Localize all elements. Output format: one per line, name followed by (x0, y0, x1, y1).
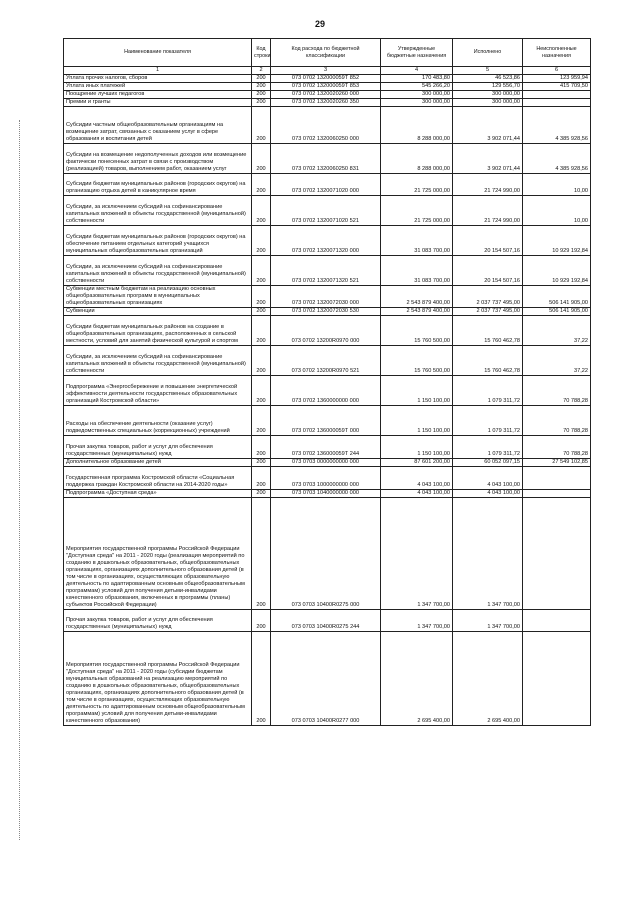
header-expense-code: Код расхода по бюджетной классификации (271, 39, 381, 67)
header-indicator-name: Наименование показателя (64, 39, 252, 67)
row-expense-code: 073 0703 10400R0275 244 (271, 609, 381, 631)
row-approved-amount: 31 083 700,00 (381, 255, 453, 285)
table-row (64, 489, 591, 497)
row-executed-amount: 2 037 737 495,00 (453, 307, 523, 315)
row-expense-code: 073 0703 1000000000 000 (271, 466, 381, 489)
table-row (64, 307, 591, 315)
row-approved-amount: 1 347 700,00 (381, 609, 453, 631)
column-number: 5 (453, 67, 523, 75)
table-row (64, 631, 591, 725)
row-expense-code: 073 0702 1320072030 530 (271, 307, 381, 315)
row-unexecuted-amount: 10 929 192,84 (523, 255, 591, 285)
row-indicator-name: Субсидии бюджетам муниципальных районов на создание в общеобразовательных организациях, расположенных в сельской местности, условий для занятий физической культурой и спортом (64, 315, 252, 345)
row-line-code: 200 (252, 345, 271, 375)
row-expense-code: 073 0702 1360000000 000 (271, 375, 381, 405)
table-row (64, 82, 591, 90)
row-executed-amount: 46 523,86 (453, 75, 523, 83)
table-row (64, 173, 591, 195)
row-approved-amount: 300 000,00 (381, 90, 453, 98)
row-approved-amount: 4 043 100,00 (381, 489, 453, 497)
table-row (64, 458, 591, 466)
row-line-code: 200 (252, 609, 271, 631)
row-expense-code: 073 0702 1320071020 521 (271, 195, 381, 225)
row-approved-amount: 87 601 200,00 (381, 458, 453, 466)
row-indicator-name: Субсидии, за исключением субсидий на софинансирование капитальных вложений в объекты государственной (муниципальной) собственности (64, 255, 252, 285)
table-row (64, 98, 591, 106)
row-line-code: 200 (252, 75, 271, 83)
row-unexecuted-amount (523, 497, 591, 609)
header-executed: Исполнено (453, 39, 523, 67)
row-indicator-name: Прочая закупка товаров, работ и услуг для обеспечения государственных (муниципальных) нужд (64, 435, 252, 458)
row-expense-code: 073 0702 1320020260 350 (271, 98, 381, 106)
row-line-code: 200 (252, 631, 271, 725)
row-unexecuted-amount: 70 788,28 (523, 405, 591, 435)
row-executed-amount: 15 760 462,78 (453, 345, 523, 375)
row-expense-code: 073 0702 1320020260 000 (271, 90, 381, 98)
row-expense-code: 073 0702 132000059Т 852 (271, 75, 381, 83)
row-indicator-name: Мероприятия государственной программы Российской Федерации "Доступная среда" на 2011 - 2020 годы (субсидии бюджетам муниципальных образований на реализацию мероприятий по созданию в дошкольных образовательных, общеобразовательных организациях, организациях дополнительного образования детей (в том числе в организациях, осуществляющих образовательную деятельность по адаптированным основным общеобразовательным программам) условий для получения детьми-инвалидами качественного образования) (64, 631, 252, 725)
row-line-code: 200 (252, 405, 271, 435)
row-expense-code: 073 0702 136000059Т 244 (271, 435, 381, 458)
table-row (64, 609, 591, 631)
row-expense-code: 073 0702 1320071020 000 (271, 173, 381, 195)
row-indicator-name: Уплата иных платежей (64, 82, 252, 90)
row-indicator-name: Субсидии, за исключением субсидий на софинансирование капитальных вложений в объекты государственной (муниципальной) собственности (64, 345, 252, 375)
row-unexecuted-amount (523, 466, 591, 489)
row-unexecuted-amount (523, 90, 591, 98)
row-line-code: 200 (252, 307, 271, 315)
row-approved-amount: 21 725 000,00 (381, 195, 453, 225)
row-indicator-name: Прочая закупка товаров, работ и услуг для обеспечения государственных (муниципальных) нужд (64, 609, 252, 631)
table-row (64, 90, 591, 98)
table-row (64, 497, 591, 609)
row-indicator-name: Премии и гранты (64, 98, 252, 106)
row-executed-amount: 20 154 507,16 (453, 225, 523, 255)
column-number: 2 (252, 67, 271, 75)
row-executed-amount: 3 902 071,44 (453, 106, 523, 143)
header-unexecuted: Неисполненные назначения (523, 39, 591, 67)
row-unexecuted-amount: 70 788,28 (523, 435, 591, 458)
row-executed-amount: 21 724 990,00 (453, 173, 523, 195)
row-approved-amount: 4 043 100,00 (381, 466, 453, 489)
row-executed-amount: 1 079 311,72 (453, 375, 523, 405)
row-line-code: 200 (252, 497, 271, 609)
row-line-code: 200 (252, 466, 271, 489)
row-executed-amount: 21 724 990,00 (453, 195, 523, 225)
row-indicator-name: Субсидии на возмещение недополученных доходов или возмещение фактически понесенных затрат в связи с производством (реализацией) товаров, выполнением работ, оказанием услуг (64, 143, 252, 173)
row-indicator-name: Субсидии бюджетам муниципальных районов (городских округов) на обеспечение питанием отдельных категорий учащихся муниципальных общеобразовательных организаций (64, 225, 252, 255)
row-line-code: 200 (252, 435, 271, 458)
table-row (64, 106, 591, 143)
table-row (64, 255, 591, 285)
row-approved-amount: 1 150 100,00 (381, 405, 453, 435)
row-indicator-name: Расходы на обеспечение деятельности (оказание услуг) подведомственных специальных (коррекционных) учреждений (64, 405, 252, 435)
row-executed-amount: 300 000,00 (453, 98, 523, 106)
table-row (64, 315, 591, 345)
row-indicator-name: Субсидии, за исключением субсидий на софинансирование капитальных вложений в объекты государственной (муниципальной) собственности (64, 195, 252, 225)
table-row (64, 75, 591, 83)
column-number: 4 (381, 67, 453, 75)
row-expense-code: 073 0702 13200R0970 000 (271, 315, 381, 345)
row-line-code: 200 (252, 458, 271, 466)
row-unexecuted-amount: 10,00 (523, 173, 591, 195)
row-line-code: 200 (252, 489, 271, 497)
row-line-code: 200 (252, 195, 271, 225)
row-line-code: 200 (252, 82, 271, 90)
row-executed-amount: 2 695 400,00 (453, 631, 523, 725)
row-approved-amount: 15 760 500,00 (381, 345, 453, 375)
table-row (64, 195, 591, 225)
row-indicator-name: Государственная программа Костромской области «Социальная поддержка граждан Костромской области на 2014-2020 годы» (64, 466, 252, 489)
row-executed-amount: 1 079 311,72 (453, 435, 523, 458)
page-number: 29 (314, 19, 325, 29)
row-approved-amount: 300 000,00 (381, 98, 453, 106)
row-line-code: 200 (252, 285, 271, 307)
row-line-code: 200 (252, 225, 271, 255)
row-unexecuted-amount: 10 929 192,84 (523, 225, 591, 255)
row-expense-code: 073 0703 10400R0275 000 (271, 497, 381, 609)
table-row (64, 285, 591, 307)
row-expense-code: 073 0703 10400R0277 000 (271, 631, 381, 725)
row-approved-amount: 1 150 100,00 (381, 375, 453, 405)
row-executed-amount: 15 760 462,78 (453, 315, 523, 345)
row-executed-amount: 129 556,70 (453, 82, 523, 90)
table-row (64, 375, 591, 405)
row-approved-amount: 21 725 000,00 (381, 173, 453, 195)
row-unexecuted-amount: 37,22 (523, 315, 591, 345)
header-line-code: Код строки (252, 39, 271, 67)
row-unexecuted-amount: 10,00 (523, 195, 591, 225)
row-executed-amount: 1 347 700,00 (453, 609, 523, 631)
row-line-code: 200 (252, 90, 271, 98)
table-row (64, 345, 591, 375)
row-executed-amount: 2 037 737 495,00 (453, 285, 523, 307)
row-unexecuted-amount (523, 609, 591, 631)
row-approved-amount: 2 695 400,00 (381, 631, 453, 725)
row-line-code: 200 (252, 173, 271, 195)
row-unexecuted-amount: 123 959,94 (523, 75, 591, 83)
row-indicator-name: Субвенции (64, 307, 252, 315)
header-approved: Утвержденные бюджетные назначения (381, 39, 453, 67)
column-number: 1 (64, 67, 252, 75)
row-approved-amount: 15 760 500,00 (381, 315, 453, 345)
margin-dotted-line (19, 120, 22, 840)
table-row (64, 435, 591, 458)
row-approved-amount: 545 266,20 (381, 82, 453, 90)
row-indicator-name: Поощрение лучших педагогов (64, 90, 252, 98)
row-executed-amount: 300 000,00 (453, 90, 523, 98)
row-executed-amount: 4 043 100,00 (453, 466, 523, 489)
row-executed-amount: 4 043 100,00 (453, 489, 523, 497)
row-line-code: 200 (252, 106, 271, 143)
row-unexecuted-amount: 27 549 102,85 (523, 458, 591, 466)
row-executed-amount: 20 154 507,16 (453, 255, 523, 285)
row-expense-code: 073 0702 1320060250 831 (271, 143, 381, 173)
column-number-row (64, 67, 591, 75)
row-unexecuted-amount: 37,22 (523, 345, 591, 375)
row-expense-code: 073 0702 1320060250 000 (271, 106, 381, 143)
row-expense-code: 073 0703 0000000000 000 (271, 458, 381, 466)
row-expense-code: 073 0702 136000059Т 000 (271, 405, 381, 435)
row-unexecuted-amount (523, 489, 591, 497)
row-indicator-name: Субвенции местным бюджетам на реализацию основных общеобразовательных программ в муниципальных общеобразовательных организациях (64, 285, 252, 307)
row-expense-code: 073 0702 13200R0970 521 (271, 345, 381, 375)
row-executed-amount: 1 079 311,72 (453, 405, 523, 435)
table-header-row (64, 39, 591, 67)
row-line-code: 200 (252, 315, 271, 345)
budget-execution-table (63, 38, 591, 726)
row-approved-amount: 2 543 879 400,00 (381, 285, 453, 307)
table-row (64, 143, 591, 173)
row-approved-amount: 2 543 879 400,00 (381, 307, 453, 315)
row-indicator-name: Уплата прочих налогов, сборов (64, 75, 252, 83)
row-indicator-name: Мероприятия государственной программы Российской Федерации "Доступная среда" на 2011 - 2020 годы (реализация мероприятий по созданию в дошкольных образовательных, общеобразовательных организациях, организациях дополнительного образования детей (в том числе в организациях, осуществляющих образовательную деятельность по адаптированным основным общеобразовательным программам) условий для получения детьми-инвалидами качественного образования, включенных в программы (планы) субъектов Российской Федерации) (64, 497, 252, 609)
row-indicator-name: Субсидии бюджетам муниципальных районов (городских округов) на организацию отдыха детей в каникулярное время (64, 173, 252, 195)
row-expense-code: 073 0702 132000059Т 853 (271, 82, 381, 90)
row-indicator-name: Подпрограмма «Доступная среда» (64, 489, 252, 497)
row-unexecuted-amount: 4 385 928,56 (523, 143, 591, 173)
row-line-code: 200 (252, 98, 271, 106)
table-row (64, 405, 591, 435)
row-line-code: 200 (252, 143, 271, 173)
column-number: 6 (523, 67, 591, 75)
table-row (64, 225, 591, 255)
row-unexecuted-amount: 506 141 905,00 (523, 307, 591, 315)
row-expense-code: 073 0702 1320072030 000 (271, 285, 381, 307)
row-expense-code: 073 0703 1040000000 000 (271, 489, 381, 497)
row-executed-amount: 1 347 700,00 (453, 497, 523, 609)
row-executed-amount: 60 052 097,15 (453, 458, 523, 466)
row-approved-amount: 1 347 700,00 (381, 497, 453, 609)
row-unexecuted-amount (523, 98, 591, 106)
column-number: 3 (271, 67, 381, 75)
row-approved-amount: 8 288 000,00 (381, 106, 453, 143)
row-indicator-name: Дополнительное образование детей (64, 458, 252, 466)
row-indicator-name: Подпрограмма «Энергосбережение и повышение энергетической эффективности деятельности государственных образовательных организаций Костромской области» (64, 375, 252, 405)
row-unexecuted-amount: 4 385 928,56 (523, 106, 591, 143)
row-approved-amount: 31 083 700,00 (381, 225, 453, 255)
row-unexecuted-amount: 415 709,50 (523, 82, 591, 90)
table-row (64, 466, 591, 489)
row-executed-amount: 3 902 071,44 (453, 143, 523, 173)
row-unexecuted-amount: 70 788,28 (523, 375, 591, 405)
row-indicator-name: Субсидии частным общеобразовательным организациям на возмещение затрат, связанных с оказанием услуг в сфере образования и воспитания детей (64, 106, 252, 143)
row-approved-amount: 1 150 100,00 (381, 435, 453, 458)
row-unexecuted-amount: 506 141 905,00 (523, 285, 591, 307)
row-expense-code: 073 0702 1320071320 000 (271, 225, 381, 255)
row-unexecuted-amount (523, 631, 591, 725)
row-approved-amount: 8 288 000,00 (381, 143, 453, 173)
row-line-code: 200 (252, 375, 271, 405)
row-line-code: 200 (252, 255, 271, 285)
row-approved-amount: 170 483,80 (381, 75, 453, 83)
row-expense-code: 073 0702 1320071320 521 (271, 255, 381, 285)
